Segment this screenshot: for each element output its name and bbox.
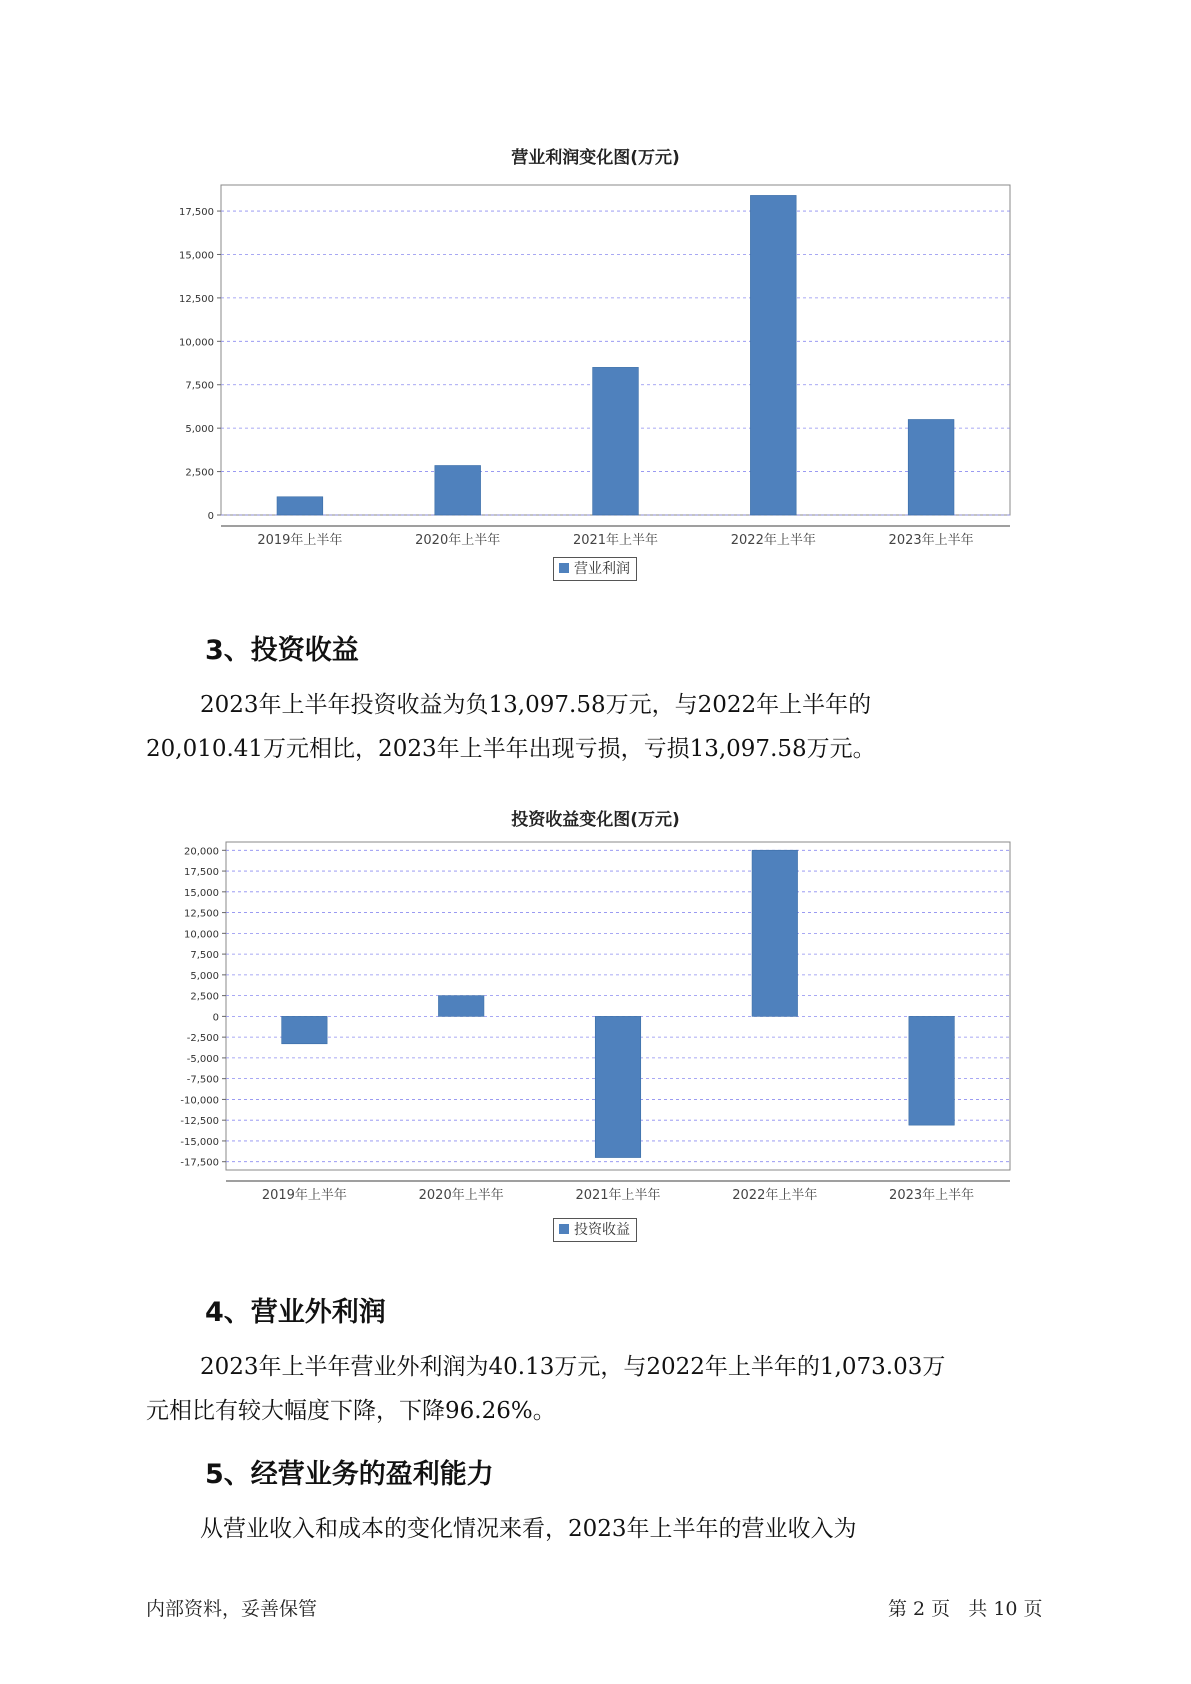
y-tick-label: -2,500 <box>186 1033 219 1045</box>
operating-profit-chart <box>0 170 1191 690</box>
section-3-paragraph <box>146 683 1046 771</box>
section-3-line-1: 2023年上半年投资收益为负13,097.58万元，与2022年上半年的 <box>200 692 872 718</box>
y-tick-label: -15,000 <box>180 1136 219 1148</box>
x-tick-label: 2022年上半年 <box>732 1188 818 1203</box>
section-4-line-1: 2023年上半年营业外利润为40.13万元，与2022年上半年的1,073.03万 <box>200 1354 946 1380</box>
chart1-title: 营业利润变化图(万元) <box>511 148 680 168</box>
bar <box>593 367 639 515</box>
chart2-legend-label: 投资收益 <box>574 1222 630 1238</box>
bar <box>595 1016 640 1157</box>
section-3-line-2: 20,010.41万元相比，2023年上半年出现亏损，亏损13,097.58万元。 <box>146 736 876 762</box>
y-tick-label: 5,000 <box>190 970 219 982</box>
section-4-heading: 4、营业外利润 <box>205 1297 386 1328</box>
y-tick-label: -17,500 <box>180 1157 219 1169</box>
y-tick-label: 5,000 <box>185 424 214 436</box>
section-5-heading: 5、经营业务的盈利能力 <box>205 1459 494 1490</box>
chart1-legend-label: 营业利润 <box>574 561 630 577</box>
bar <box>750 195 796 515</box>
footer-page-number: 第 2 页 共 10 页 <box>888 1598 1043 1620</box>
y-tick-label: 15,000 <box>179 250 214 262</box>
chart1-legend <box>553 557 637 581</box>
x-tick-label: 2019年上半年 <box>261 1188 347 1203</box>
section-4-paragraph <box>146 1345 1046 1433</box>
x-tick-label: 2022年上半年 <box>730 533 816 548</box>
y-tick-label: 2,500 <box>185 467 214 479</box>
y-tick-label: 7,500 <box>190 950 219 962</box>
y-tick-label: -5,000 <box>186 1053 219 1065</box>
section-5-line-1: 从营业收入和成本的变化情况来看，2023年上半年的营业收入为 <box>200 1516 857 1542</box>
y-tick-label: 12,500 <box>184 908 219 920</box>
chart2-legend <box>553 1218 637 1242</box>
bar <box>752 850 797 1016</box>
y-tick-label: -10,000 <box>180 1095 219 1107</box>
x-tick-label: 2020年上半年 <box>418 1188 504 1203</box>
y-tick-label: 0 <box>212 1012 219 1024</box>
y-tick-label: 7,500 <box>185 380 214 392</box>
y-tick-label: -7,500 <box>186 1074 219 1086</box>
bar <box>438 996 483 1017</box>
y-tick-label: 10,000 <box>184 929 219 941</box>
y-tick-label: 0 <box>207 511 214 522</box>
x-tick-label: 2021年上半年 <box>575 1188 661 1203</box>
x-tick-label: 2023年上半年 <box>889 1188 975 1203</box>
footer-confidential: 内部资料，妥善保管 <box>146 1598 318 1620</box>
y-tick-label: 15,000 <box>184 887 219 899</box>
bar <box>435 466 481 516</box>
legend-swatch-icon <box>559 563 569 573</box>
y-tick-label: 10,000 <box>179 337 214 349</box>
x-tick-label: 2023年上半年 <box>888 533 974 548</box>
section-5-paragraph <box>146 1507 1046 1551</box>
bar <box>909 1016 954 1125</box>
y-tick-label: 2,500 <box>190 991 219 1003</box>
investment-income-chart <box>0 832 1191 1212</box>
chart2-title: 投资收益变化图(万元) <box>511 810 680 830</box>
x-tick-label: 2019年上半年 <box>257 533 343 548</box>
y-tick-label: 20,000 <box>184 846 219 858</box>
section-3-heading: 3、投资收益 <box>205 635 359 666</box>
y-tick-label: 17,500 <box>184 867 219 879</box>
y-tick-label: 12,500 <box>179 293 214 305</box>
legend-swatch-icon <box>559 1224 569 1234</box>
bar <box>908 419 954 515</box>
bar <box>277 497 323 515</box>
section-4-line-2: 元相比有较大幅度下降，下降96.26%。 <box>146 1398 556 1424</box>
y-tick-label: -12,500 <box>180 1116 219 1128</box>
x-tick-label: 2021年上半年 <box>572 533 659 548</box>
bar <box>282 1016 327 1043</box>
y-tick-label: 17,500 <box>179 207 214 219</box>
x-tick-label: 2020年上半年 <box>415 533 501 548</box>
